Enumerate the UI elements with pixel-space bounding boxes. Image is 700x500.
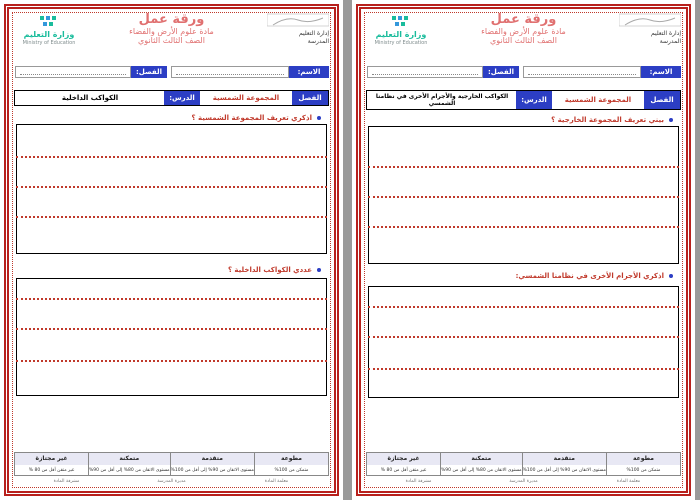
bullet-icon <box>317 268 321 272</box>
answer-box-1[interactable] <box>16 124 327 254</box>
worksheet-page-left <box>0 0 343 500</box>
bullet-icon <box>317 116 321 120</box>
lesson-label: الدرس: <box>164 91 200 105</box>
rubric-level-label: غير مجتازة <box>15 453 88 465</box>
rubric-level-desc: مستوى الاتقان من 80% إلى أقل من 90% <box>441 468 522 473</box>
grade-label: الصف الثالث الثانوي <box>490 36 557 45</box>
worksheet-page-right <box>352 0 695 500</box>
education-admin-label: إدارة التعليم <box>651 30 681 37</box>
question-2: عددي الكواكب الداخلية ؟ <box>228 266 321 274</box>
worksheet-title: ورقة عمل <box>490 12 557 27</box>
rubric-level-desc: غير متقن أقل من 80 % <box>380 468 427 473</box>
page-header <box>14 12 329 62</box>
worksheet-title: ورقة عمل <box>138 12 205 27</box>
ministry-logo-icon <box>390 14 412 30</box>
education-admin-label: إدارة التعليم <box>299 30 329 37</box>
chapter-value: المجموعة الشمسية <box>212 94 280 102</box>
answer-line <box>16 186 327 188</box>
answer-line <box>368 166 679 168</box>
answer-line <box>368 336 679 338</box>
chapter-value: المجموعة الشمسية <box>564 96 632 104</box>
name-label: الاسم: <box>289 66 329 78</box>
class-input[interactable] <box>367 66 483 78</box>
class-input[interactable] <box>15 66 131 78</box>
name-input[interactable] <box>171 66 289 78</box>
rubric-level-label: مطوعة <box>255 453 328 465</box>
answer-line <box>368 368 679 370</box>
kingdom-emblem-icon <box>619 12 681 28</box>
kingdom-emblem-icon <box>267 12 329 28</box>
class-label: الفصل: <box>131 66 167 78</box>
lesson-info-row <box>14 90 329 106</box>
signature-label: معلمة المادة <box>264 479 289 484</box>
rubric-level-label: مطوعة <box>607 453 680 465</box>
name-input[interactable] <box>523 66 641 78</box>
student-info-row <box>14 66 329 78</box>
lesson-value: الكواكب الداخلية <box>61 94 119 102</box>
answer-line <box>368 226 679 228</box>
lesson-info-row <box>366 90 681 110</box>
bullet-icon <box>669 118 673 122</box>
answer-line <box>368 306 679 308</box>
signature-label: مشرفة المادة <box>405 479 432 484</box>
name-label: الاسم: <box>641 66 681 78</box>
class-label: الفصل: <box>483 66 519 78</box>
subject-label: مادة علوم الأرض والفضاء <box>481 27 566 36</box>
lesson-label: الدرس: <box>516 91 552 109</box>
signature-label: مديرة المدرسة <box>509 479 538 484</box>
question-1: بيني تعريف المجموعة الخارجية ؟ <box>551 116 673 124</box>
school-label: المدرسة <box>659 38 681 45</box>
answer-line <box>16 328 327 330</box>
answer-line <box>16 298 327 300</box>
subject-label: مادة علوم الأرض والفضاء <box>129 27 214 36</box>
signature-row <box>366 478 681 486</box>
ministry-name-en: Ministry of Education <box>374 40 428 46</box>
chapter-label: الفصل <box>292 91 328 105</box>
ministry-name-en: Ministry of Education <box>22 40 76 46</box>
rubric-level-desc: متمكن من 100% <box>626 468 661 473</box>
signature-row <box>14 478 329 486</box>
answer-box-1[interactable] <box>368 126 679 264</box>
grading-rubric <box>14 452 329 476</box>
rubric-level-desc: مستوى الاتقان من 90% إلى أقل من 100% <box>522 468 606 473</box>
student-info-row <box>366 66 681 78</box>
signature-label: مديرة المدرسة <box>157 479 186 484</box>
page-header <box>366 12 681 62</box>
question-1: اذكري تعريف المجموعة الشمسية ؟ <box>192 114 321 122</box>
school-label: المدرسة <box>307 38 329 45</box>
rubric-level-label: غير مجتازة <box>367 453 440 465</box>
chapter-label: الفصل <box>644 91 680 109</box>
rubric-level-desc: متمكن من 100% <box>274 468 309 473</box>
rubric-level-desc: مستوى الاتقان من 80% إلى أقل من 90% <box>89 468 170 473</box>
rubric-level-desc: مستوى الاتقان من 90% إلى أقل من 100% <box>170 468 254 473</box>
signature-label: معلمة المادة <box>616 479 641 484</box>
grading-rubric <box>366 452 681 476</box>
grade-label: الصف الثالث الثانوي <box>138 36 205 45</box>
answer-line <box>368 196 679 198</box>
answer-box-2[interactable] <box>368 286 679 398</box>
rubric-level-label: متمكنة <box>89 453 170 465</box>
rubric-level-desc: غير متقن أقل من 80 % <box>28 468 75 473</box>
signature-label: مشرفة المادة <box>53 479 80 484</box>
rubric-level-label: متقدمة <box>523 453 606 465</box>
ministry-name: وزارة التعليم <box>375 30 427 39</box>
ministry-name: وزارة التعليم <box>23 30 75 39</box>
rubric-level-label: متقدمة <box>171 453 254 465</box>
answer-line <box>16 216 327 218</box>
rubric-level-label: متمكنة <box>441 453 522 465</box>
answer-box-2[interactable] <box>16 278 327 396</box>
ministry-logo-icon <box>38 14 60 30</box>
bullet-icon <box>669 274 673 278</box>
answer-line <box>16 156 327 158</box>
lesson-value: الكواكب الخارجية والأجرام الأخرى في نظامنا الشمسي <box>375 93 509 107</box>
question-2: اذكري الأجرام الأخرى في نظامنا الشمسي: <box>516 272 673 280</box>
answer-line <box>16 360 327 362</box>
